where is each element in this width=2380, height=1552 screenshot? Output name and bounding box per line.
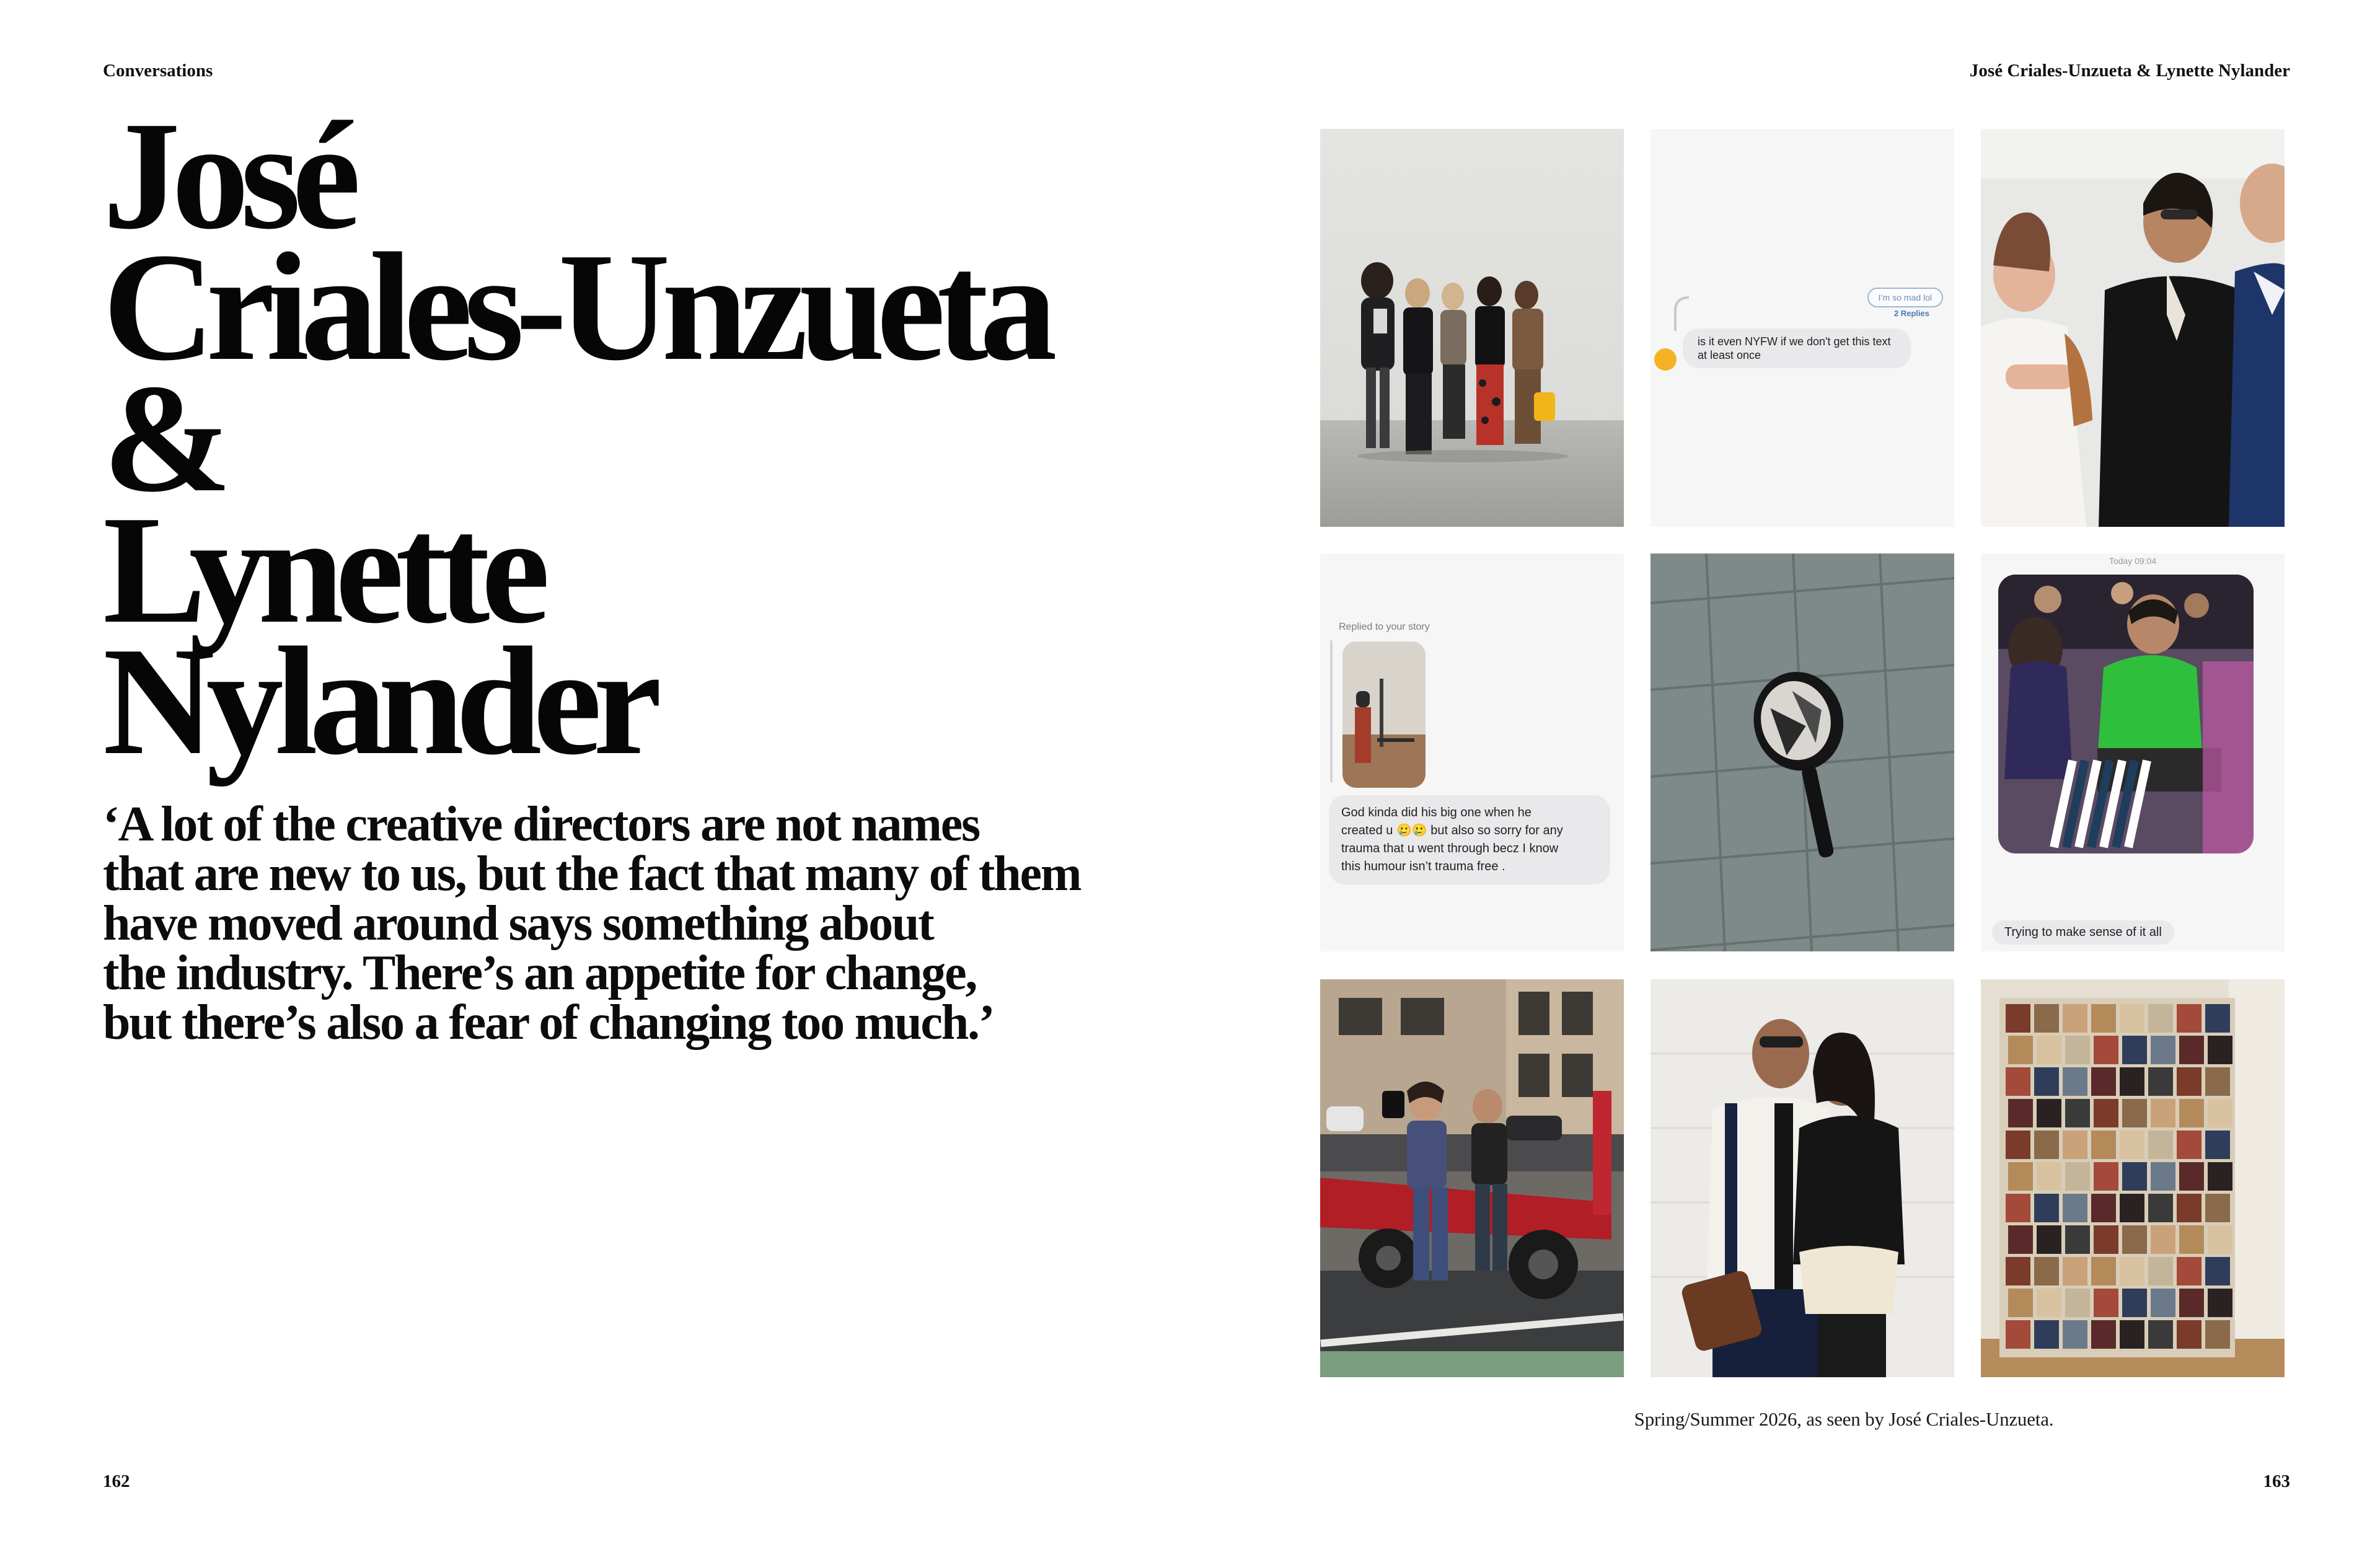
- story-reply-bar: [1330, 640, 1333, 783]
- photo-three-people: [1981, 129, 2285, 527]
- page-number-right: 163: [2263, 1471, 2290, 1491]
- message-bubble: [1329, 795, 1610, 884]
- photo-hand-mirror: [1651, 553, 1954, 951]
- photo-group-of-five: [1320, 129, 1624, 527]
- quote-line: ‘A lot of the creative directors are not names: [103, 797, 979, 852]
- quote-line: that are new to us, but the fact that many of them: [103, 847, 1081, 901]
- avatar: [1654, 348, 1677, 371]
- title-line: Criales-Unzueta: [103, 221, 1049, 393]
- chat-screenshot-nyfw: [1651, 129, 1954, 527]
- quote-line: the industry. There’s an appetite for change,: [103, 946, 977, 1000]
- message-bubble: Trying to make sense of it all: [1992, 920, 2174, 945]
- message-line: this humour isn’t trauma free .: [1341, 860, 1505, 873]
- title-line: Nylander: [103, 615, 653, 787]
- photo-street-trailer: [1320, 979, 1624, 1377]
- message-line: trauma that u went through becz I know: [1341, 842, 1559, 855]
- photo-mood-board: [1981, 979, 2285, 1377]
- shared-photo: [1998, 575, 2254, 853]
- pull-quote: [103, 797, 1157, 1050]
- story-reply-label: Replied to your story: [1339, 622, 1430, 632]
- replies-count: 2 Replies: [1893, 309, 1929, 318]
- reply-quote-bubble: I’m so mad lol: [1867, 288, 1943, 307]
- story-thumbnail: [1342, 642, 1426, 788]
- chat-screenshot-story-reply: [1320, 553, 1624, 951]
- section-label: Conversations: [103, 61, 213, 81]
- message-line: God kinda did his big one when he: [1341, 806, 1532, 819]
- message-line: created u 🥲🥲 but also so sorry for any: [1341, 824, 1563, 837]
- message-line: is it even NYFW if we don't get this text: [1698, 335, 1891, 348]
- message-line: at least once: [1698, 349, 1761, 361]
- quote-line: have moved around says something about: [103, 896, 933, 951]
- message-bubble: [1683, 328, 1911, 368]
- title-line: José: [103, 90, 353, 262]
- page-number-left: 162: [103, 1471, 130, 1491]
- grid-caption: Spring/Summer 2026, as seen by José Criales-Unzueta.: [1634, 1408, 2054, 1430]
- running-title: José Criales-Unzueta & Lynette Nylander: [1969, 61, 2290, 81]
- photo-two-people-portrait: [1651, 979, 1954, 1377]
- title-line: Lynette: [103, 484, 542, 656]
- message-timestamp: Today 09:04: [2109, 556, 2157, 566]
- title-line: &: [103, 353, 224, 524]
- article-title: [103, 90, 1219, 787]
- chat-screenshot-show-photo: [1981, 553, 2285, 951]
- quote-line: but there’s also a fear of changing too much.’: [103, 995, 994, 1050]
